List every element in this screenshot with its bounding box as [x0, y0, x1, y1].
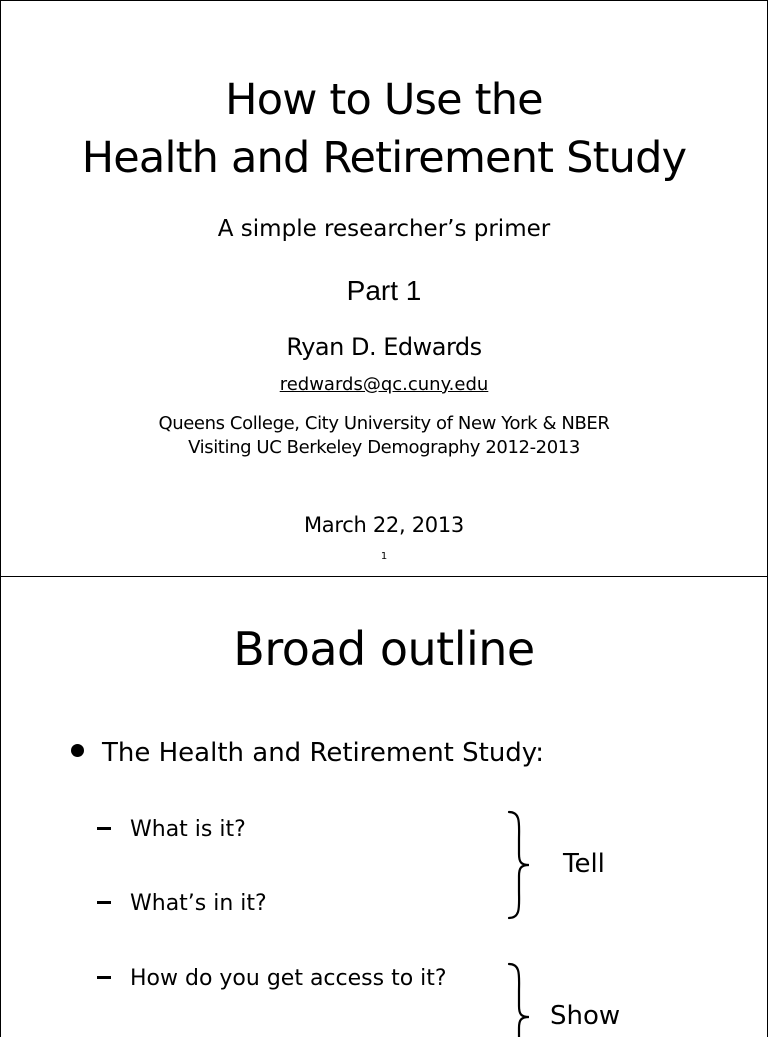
right-brace-icon	[501, 810, 541, 920]
slide-subtitle: A simple researcher’s primer	[217, 216, 551, 242]
slide-title	[1, 71, 767, 187]
dash-icon	[97, 901, 111, 904]
brace-label-show: Show	[550, 1001, 621, 1031]
sub-item	[97, 889, 267, 919]
title-line-2: Health and Retirement Study	[81, 133, 687, 183]
author-affiliation	[1, 412, 767, 460]
slide-title: Broad outline	[233, 622, 535, 676]
sub-item-text: What’s in it?	[130, 891, 267, 916]
presentation-date: March 22, 2013	[303, 513, 464, 537]
sub-item-text: What is it?	[130, 817, 246, 842]
outline-slide	[0, 576, 768, 1037]
dash-icon	[97, 827, 111, 830]
author-email-link[interactable]: redwards@qc.cuny.edu	[279, 374, 489, 395]
bullet-icon	[71, 744, 84, 757]
author-name: Ryan D. Edwards	[286, 333, 482, 361]
title-line-1: How to Use the	[225, 75, 543, 125]
sub-item	[97, 815, 246, 845]
page-number: 1	[380, 551, 388, 562]
bullet-item	[71, 735, 544, 771]
right-brace-icon	[501, 962, 541, 1037]
dash-icon	[97, 976, 111, 979]
part-label: Part 1	[346, 275, 422, 306]
sub-item-text: How do you get access to it?	[130, 966, 447, 991]
affiliation-line-2: Visiting UC Berkeley Demography 2012-2013	[188, 437, 580, 458]
sub-item	[97, 964, 447, 994]
affiliation-line-1: Queens College, City University of New York & NBER	[158, 413, 610, 434]
bullet-text: The Health and Retirement Study:	[102, 738, 545, 768]
brace-label-tell: Tell	[563, 849, 605, 879]
